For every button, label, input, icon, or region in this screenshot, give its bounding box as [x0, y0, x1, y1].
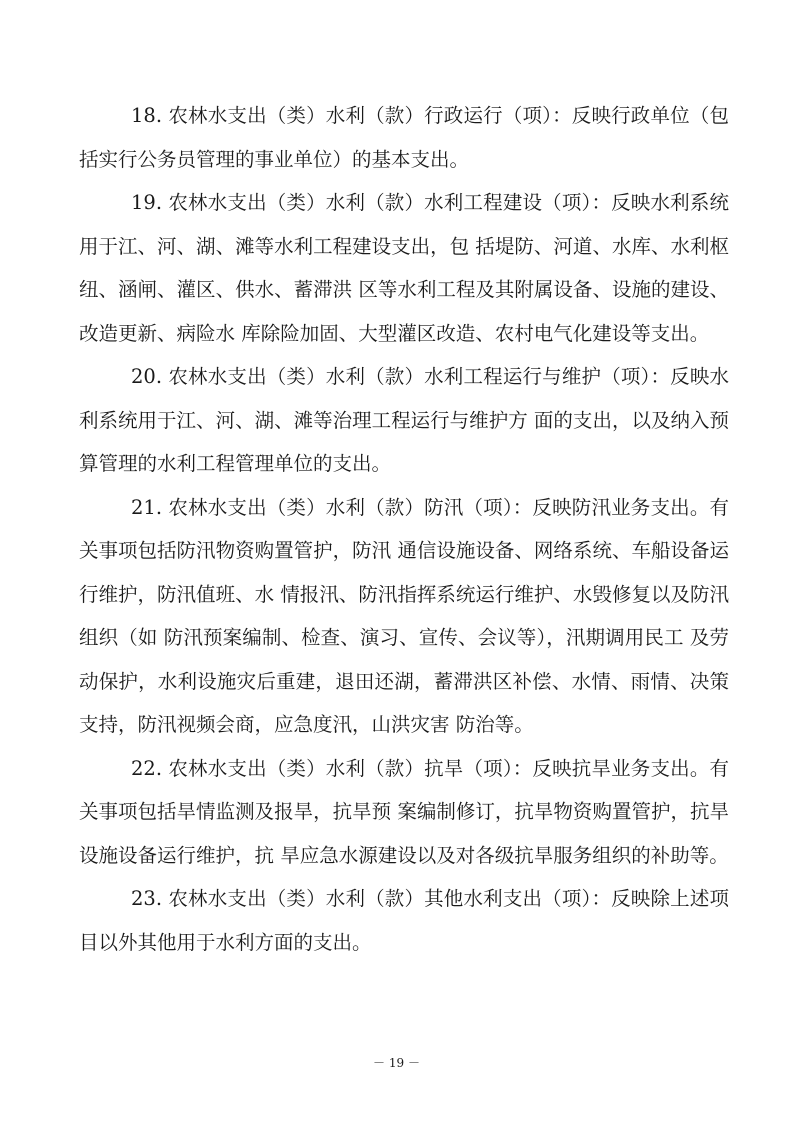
paragraph-21: 21. 农林水支出（类）水利（款）防汛（项）：反映防汛业务支出。有关事项包括防汛物资购置管护，防汛 通信设施设备、网络系统、车船设备运行维护，防汛值班、水 情报汛、防汛指挥系统运行维护、水毁修复以及防汛组织（如 防汛预案编制、检查、演习、宣传、会议等），汛期调用民工 及劳动保护，水利设施灾后重建，退田还湖，蓄滞洪区补偿、水情、雨情、决策支持，防汛视频会商，应急度汛，山洪灾害 防治等。 [79, 495, 729, 736]
paragraph-20: 20. 农林水支出（类）水利（款）水利工程运行与维护（项）：反映水利系统用于江、河、湖、滩等治理工程运行与维护方 面的支出，以及纳入预算管理的水利工程管理单位的支出。 [79, 365, 729, 475]
paragraph-23: 23. 农林水支出（类）水利（款）其他水利支出（项）：反映除上述项目以外其他用于水利方面的支出。 [79, 887, 729, 954]
document-body [79, 94, 729, 964]
paragraph-19: 19. 农林水支出（类）水利（款）水利工程建设（项）：反映水利系统用于江、河、湖、滩等水利工程建设支出，包 括堤防、河道、水库、水利枢纽、涵闸、灌区、供水、蓄滞洪 区等水利工程及其附属设备、设施的建设、改造更新、病险水 库除险加固、大型灌区改造、农村电气化建设等支出。 [79, 191, 729, 345]
page-number: － 19 － [373, 1056, 420, 1070]
paragraph-18: 18. 农林水支出（类）水利（款）行政运行（项）：反映行政单位（包括实行公务员管理的事业单位）的基本支出。 [79, 104, 729, 171]
paragraph-22: 22. 农林水支出（类）水利（款）抗旱（项）：反映抗旱业务支出。有关事项包括旱情监测及报旱，抗旱预 案编制修订，抗旱物资购置管护，抗旱设施设备运行维护，抗 旱应急水源建设以及对各级抗旱服务组织的补助等。 [79, 756, 729, 867]
